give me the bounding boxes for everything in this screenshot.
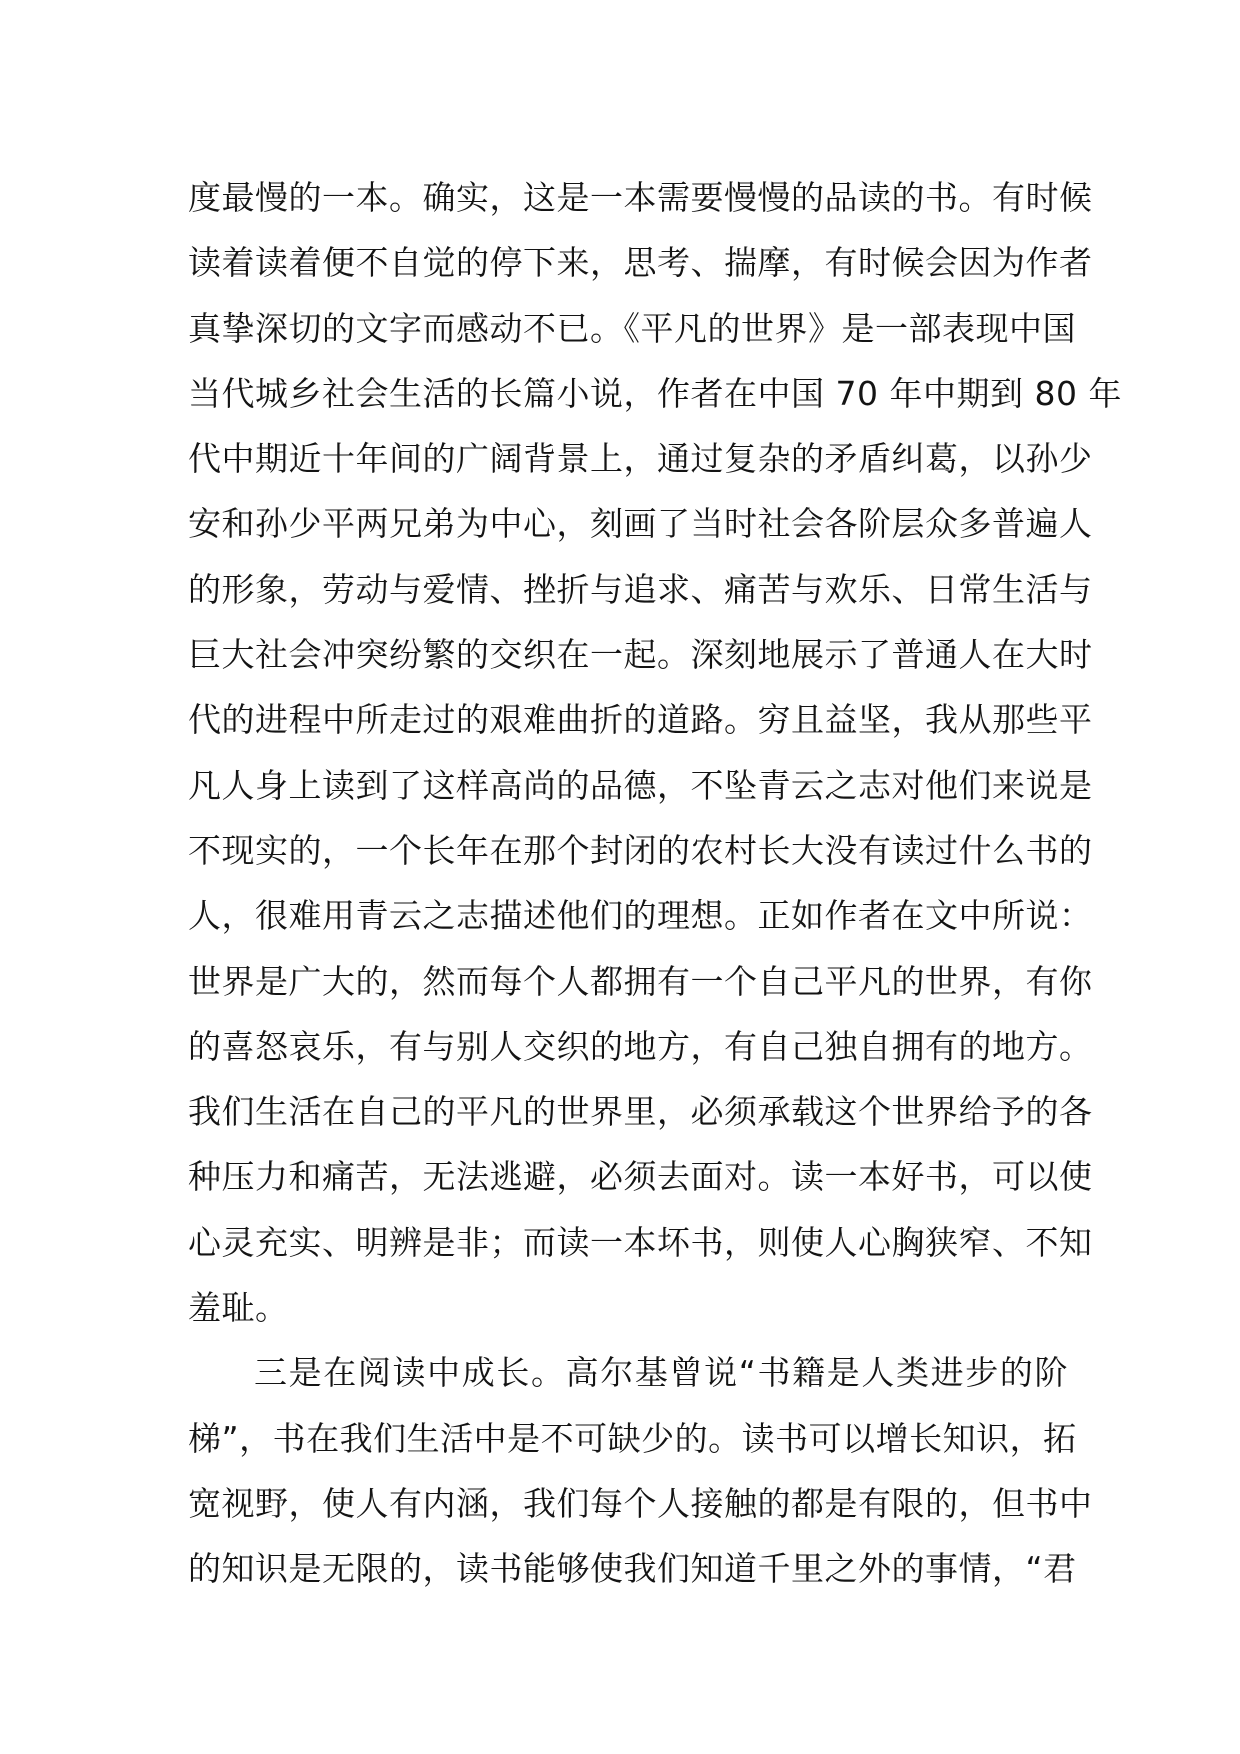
text-line: 安和孙少平两兄弟为中心，刻画了当时社会各阶层众多普遍人 bbox=[188, 504, 1093, 544]
text-line: 我们生活在自己的平凡的世界里，必须承载这个世界给予的各 bbox=[188, 1092, 1093, 1132]
paragraph-start-line: 三是在阅读中成长。高尔基曾说“书籍是人类进步的阶 bbox=[254, 1353, 1068, 1393]
text-line: 人，很难用青云之志描述他们的理想。正如作者在文中所说： bbox=[188, 896, 1093, 936]
text-line: 当代城乡社会生活的长篇小说，作者在中国 70 年中期到 80 年 bbox=[188, 373, 1122, 413]
text-line: 宽视野，使人有内涵，我们每个人接触的都是有限的，但书中 bbox=[188, 1483, 1093, 1523]
text-line: 心灵充实、明辨是非；而读一本坏书，则使人心胸狭窄、不知 bbox=[188, 1222, 1093, 1262]
text-line: 的形象，劳动与爱情、挫折与追求、痛苦与欢乐、日常生活与 bbox=[188, 569, 1093, 609]
text-line: 的知识是无限的，读书能够使我们知道千里之外的事情，“君 bbox=[188, 1549, 1077, 1589]
body-text bbox=[188, 165, 1122, 1602]
text-line: 不现实的，一个长年在那个封闭的农村长大没有读过什么书的 bbox=[188, 830, 1093, 870]
text-line: 代中期近十年间的广阔背景上，通过复杂的矛盾纠葛，以孙少 bbox=[188, 439, 1093, 479]
text-line: 梯”，书在我们生活中是不可缺少的。读书可以增长知识，拓 bbox=[188, 1418, 1077, 1458]
paragraph-end-line: 羞耻。 bbox=[188, 1288, 289, 1328]
text-line: 度最慢的一本。确实，这是一本需要慢慢的品读的书。有时候 bbox=[188, 178, 1093, 217]
text-line: 代的进程中所走过的艰难曲折的道路。穷且益坚，我从那些平 bbox=[188, 700, 1093, 740]
text-line: 凡人身上读到了这样高尚的品德，不坠青云之志对他们来说是 bbox=[188, 765, 1093, 805]
text-line: 种压力和痛苦，无法逃避，必须去面对。读一本好书，可以使 bbox=[188, 1157, 1093, 1197]
text-line: 真挚深切的文字而感动不已。《平凡的世界》是一部表现中国 bbox=[188, 308, 1076, 348]
text-line: 的喜怒哀乐，有与别人交织的地方，有自己独自拥有的地方。 bbox=[188, 1026, 1093, 1066]
text-line: 巨大社会冲突纷繁的交织在一起。深刻地展示了普通人在大时 bbox=[188, 635, 1093, 675]
text-line: 读着读着便不自觉的停下来，思考、揣摩，有时候会因为作者 bbox=[188, 243, 1093, 283]
text-line: 世界是广大的，然而每个人都拥有一个自己平凡的世界，有你 bbox=[188, 961, 1093, 1001]
